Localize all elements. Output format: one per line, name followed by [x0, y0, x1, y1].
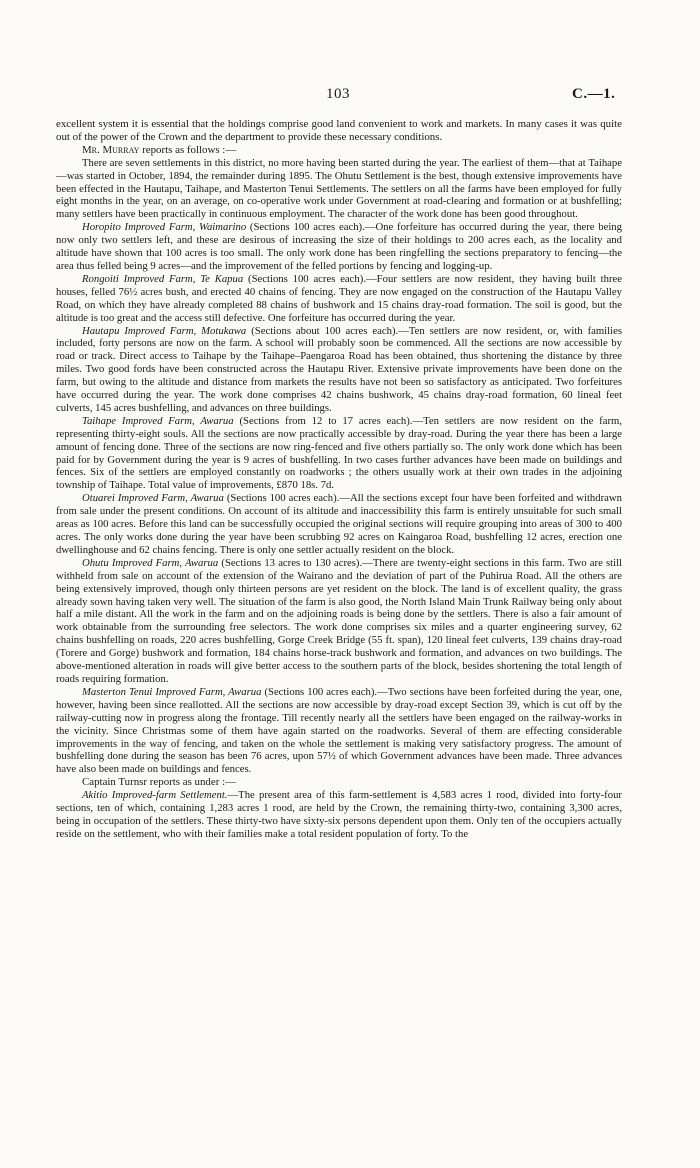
farm-heading: Hautapu Improved Farm, Motukawa: [82, 324, 247, 337]
paragraph-masterton-tenui: [56, 686, 622, 776]
paragraph-rongoiti: [56, 273, 622, 325]
paragraph-text: (Sections about 100 acres each).—Ten settlers are now resident, or, with families included, forty persons are now on the farm. A school will probably soon be commenced. All the sections are now accessible by road or track. Direct access to Taihape by the Taihape–Paengaroa Road has been obtained, thus shortening the distance by three miles. Two good fords have been constructed across the Hautapu River. Extensive private improvements have been done on the farm, but owing to the altitude and distance from markets the results have not been so satisfactory as anticipated. Two forfeitures have occurred during the year. The work done comprises 42 chains bushwork, 45 chains dray-road formation, 60 lineal feet culverts, 145 acres bushfelling, and advances on three buildings.: [56, 324, 622, 414]
reporter-name: Mr. Murray: [82, 143, 140, 156]
farm-heading: Rongoiti Improved Farm, Te Kapua: [82, 272, 244, 285]
farm-heading: Masterton Tenui Improved Farm, Awarua: [82, 685, 262, 698]
paragraph-text: (Sections 13 acres to 130 acres).—There are twenty-eight sections in this farm. Two are still withheld from sale on account of the extension of the Wairano and the deviation of part of the Puhirua Road. All the others are being extensively improved, though only thirteen persons are yet resident on the block. The land is of excellent quality, the grass already sown having taken very well. The situation of the farm is also good, the North Island Main Trunk Railway being only about half a mile distant. All the work in the farm and on the adjoining roads is being done by the settlers. There is also a fair amount of work obtainable from the surrounding free selectors. The work done comprises six miles and a quarter engineering survey, 62 chains bushfelling on roads, 220 acres bushfelling, Gorge Creek Bridge (55 ft. span), 120 lineal feet culverts, 139 chains dray-road (Torere and Gorge) bushwork and formation, 184 chains horse-track bushwork and formation, and advances on two buildings. The above-mentioned alteration in roads will give better access to the southern parts of the block, besides shortening the total length of roads requiring formation.: [56, 556, 623, 685]
reporter-name: Captain Turnsr: [82, 776, 148, 789]
paragraph-akitio: [56, 789, 622, 841]
paragraph-text: excellent system it is essential that the holdings comprise good land convenient to work and markets. In many cases it was quite out of the power of the Crown and the department to provide these necessary conditions.: [56, 118, 622, 143]
farm-heading: Taihape Improved Farm, Awarua: [82, 414, 234, 427]
body-text: [56, 118, 622, 841]
paragraph-text: reports as under :—: [147, 776, 236, 789]
paragraph-text: (Sections 100 acres each).—All the sections except four have been forfeited and withdrawn from sale under the present conditions. On account of its altitude and inaccessibility this farm is entirely unsuitable for such small areas as 100 acres. Before this land can be successfully occupied the original sections will require grouping into areas of 300 to 400 acres. The only works done during the year have been scrubbing 92 acres on Kaingaroa Road, bushfelling 12 acres, erection one dwellinghouse and 62 chains fencing. There is only one settler actually resident on the block.: [56, 492, 622, 556]
farm-heading: Otuarei Improved Farm, Awarua: [82, 492, 224, 505]
paragraph-text: (Sections from 12 to 17 acres each).—Ten settlers are now resident on the farm, representing thirty-eight souls. All the sections are now practically accessible by dray-road. During the year there has been a large amount of fencing done. Three of the sections are now ring-fenced and five others partially so. The only work done which has been paid for by Government during the year is 9 acres of bushfelling. In two cases further advances have been made on buildings and fences. Six of the settlers are employed constantly on roadworks ; the others usually work at their own trades in the adjoining township of Taihape. Total value of improvements, £870 18s. 7d.: [56, 414, 623, 492]
paragraph-turner-report: [56, 776, 622, 789]
paragraph-taihape: [56, 415, 622, 492]
farm-heading: Ohutu Improved Farm, Awarua: [82, 556, 219, 569]
paragraph-text: (Sections 100 acres each).—Four settlers are now resident, they having built three houses, felled 76½ acres bush, and erected 40 chains of fencing. They are now engaged on the construction of the Hautapu Valley Road, on which they have already completed 88 chains of bushwork and 15 chains dray-road formation. The soil is good, but the altitude is too great and the access still defective. One forfeiture has occurred during the year.: [56, 272, 622, 324]
paragraph-text: —The present area of this farm-settlement is 4,583 acres 1 rood, divided into forty-four sections, ten of which, containing 1,283 acres 1 rood, are held by the Crown, the remaining thirty-two, containing 3,300 acres, being in occupation of the settlers. These thirty-two have sixty-six persons dependent upon them. Only ten of the occupiers actually reside on the settlement, who with their families make a total resident population of forty. To the: [56, 789, 622, 840]
paragraph-text: (Sections 100 acres each).—One forfeiture has occurred during the year, there being now only two settlers left, and these are desirous of increasing the size of their holdings to 200 acres each, as the locality and altitude have shown that 100 acres is too small. The only work done has been ringfelling the sections preparatory to fencing—the area thus felled being 9 acres—and the improvement of the felled portions by fencing and logging-up.: [56, 221, 622, 272]
paragraph-otuarei: [56, 492, 622, 557]
farm-heading: Akitio Improved-farm Settlement.: [82, 789, 228, 802]
paragraph-hautapu: [56, 325, 622, 415]
paragraph-text: reports as follows :—: [139, 143, 237, 156]
paragraph-text: (Sections 100 acres each).—Two sections have been forfeited during the year, one, however, having been since reallotted. All the sections are now accessible by dray-road except Section 39, which is cut off by the railway-cutting now in progress along the frontage. Till recently nearly all the settlers have been engaged on the railway-works in the vicinity. Since Christmas some of them have again started on the roadworks. Several of them are effecting considerable improvements in the way of fencing, and taken on the whole the settlement is making very satisfactory progress. The amount of bushfelling done during the season has been 76 acres, upon 57½ of which Government advances have been made. Three advances have also been made on buildings and fences.: [56, 685, 622, 776]
paragraph-horopito: [56, 221, 622, 273]
paragraph-district-overview: [56, 157, 622, 222]
farm-heading: Horopito Improved Farm, Waimarino: [82, 221, 247, 234]
paragraph-ohutu: [56, 557, 622, 686]
paragraph-intro: [56, 118, 622, 144]
page-number: 103: [326, 86, 350, 102]
paragraph-murray-report: [56, 144, 622, 157]
document-reference: C.—1.: [572, 86, 616, 102]
paragraph-text: There are seven settlements in this district, no more having been started during the year. The earliest of them—that at Taihape—was started in October, 1894, the remainder during 1895. The Ohutu Settlement is the best, though extensive improvements have been effected in the Hautapu, Taihape, and Masterton Tenui Settlements. The settlers on all the farms have been employed for fully eight months in the year, on an average, on co-operative work under Government at road-clearing and formation or at bushfelling; many settlers have been practically in continuous employment. The character of the work done has been good throughout.: [56, 156, 622, 221]
